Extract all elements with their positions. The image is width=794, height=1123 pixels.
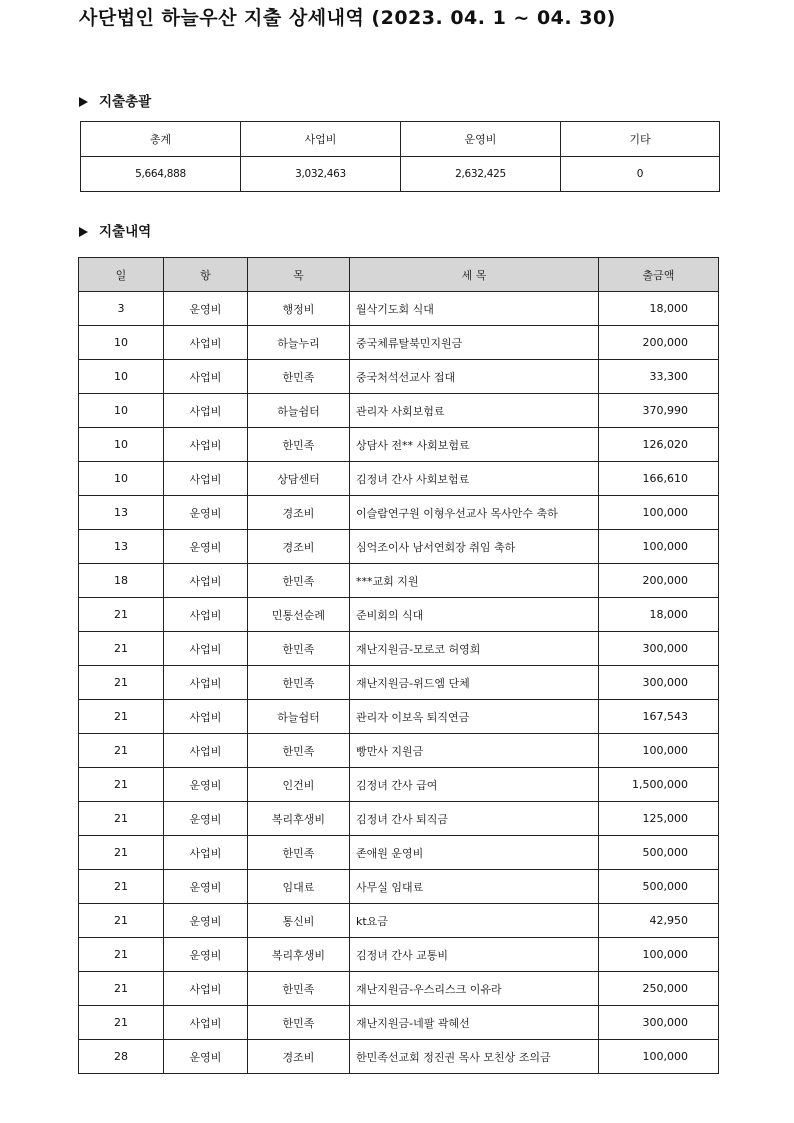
table-row (79, 1040, 719, 1074)
row-item: 통신비 (248, 904, 350, 938)
row-day: 10 (79, 326, 164, 360)
row-subitem: 존애원 운영비 (350, 836, 599, 870)
row-subitem: 김정녀 간사 급여 (350, 768, 599, 802)
table-row (79, 598, 719, 632)
table-row (79, 496, 719, 530)
detail-header-subitem: 세 목 (350, 258, 599, 292)
table-row (79, 530, 719, 564)
row-subitem: 김정녀 간사 퇴직금 (350, 802, 599, 836)
table-row (79, 326, 719, 360)
table-row (79, 802, 719, 836)
row-category: 사업비 (164, 836, 248, 870)
row-day: 21 (79, 1006, 164, 1040)
summary-value-total: 5,664,888 (81, 157, 241, 192)
row-category: 사업비 (164, 360, 248, 394)
row-day: 21 (79, 632, 164, 666)
row-day: 10 (79, 428, 164, 462)
table-row (79, 564, 719, 598)
row-amount: 200,000 (599, 564, 719, 598)
table-row (79, 428, 719, 462)
row-day: 21 (79, 802, 164, 836)
row-item: 한민족 (248, 428, 350, 462)
detail-table (78, 257, 719, 1074)
row-item: 한민족 (248, 360, 350, 394)
row-category: 운영비 (164, 904, 248, 938)
summary-section-heading (79, 90, 151, 110)
row-day: 21 (79, 734, 164, 768)
row-item: 한민족 (248, 734, 350, 768)
table-row (79, 870, 719, 904)
row-amount: 100,000 (599, 734, 719, 768)
detail-heading-label: 지출내역 (99, 224, 152, 240)
row-category: 사업비 (164, 326, 248, 360)
row-subitem: 중국처석선교사 접대 (350, 360, 599, 394)
table-row (79, 700, 719, 734)
row-item: 행정비 (248, 292, 350, 326)
table-row (79, 462, 719, 496)
table-row (79, 836, 719, 870)
row-amount: 300,000 (599, 632, 719, 666)
row-category: 사업비 (164, 666, 248, 700)
row-amount: 300,000 (599, 666, 719, 700)
row-amount: 167,543 (599, 700, 719, 734)
row-day: 21 (79, 666, 164, 700)
detail-header-row (79, 258, 719, 292)
row-category: 운영비 (164, 768, 248, 802)
detail-section-heading (79, 220, 151, 240)
row-day: 21 (79, 768, 164, 802)
triangle-bullet-icon (79, 97, 88, 107)
summary-value-row (81, 157, 720, 192)
row-amount: 18,000 (599, 598, 719, 632)
row-item: 복리후생비 (248, 802, 350, 836)
row-day: 10 (79, 394, 164, 428)
summary-header-operation: 운영비 (401, 122, 561, 157)
row-subitem: 김정녀 간사 사회보험료 (350, 462, 599, 496)
summary-header-other: 기타 (561, 122, 720, 157)
table-row (79, 666, 719, 700)
row-amount: 18,000 (599, 292, 719, 326)
table-row (79, 394, 719, 428)
row-subitem: 재난지원금-모로코 허영희 (350, 632, 599, 666)
row-subitem: 빵만사 지원금 (350, 734, 599, 768)
row-day: 18 (79, 564, 164, 598)
detail-header-amount: 출금액 (599, 258, 719, 292)
row-category: 사업비 (164, 1006, 248, 1040)
row-amount: 33,300 (599, 360, 719, 394)
table-row (79, 292, 719, 326)
row-day: 10 (79, 360, 164, 394)
row-amount: 370,990 (599, 394, 719, 428)
table-row (79, 632, 719, 666)
row-item: 경조비 (248, 496, 350, 530)
summary-header-row (81, 122, 720, 157)
row-subitem: 관리자 이보옥 퇴직연금 (350, 700, 599, 734)
row-subitem: kt요금 (350, 904, 599, 938)
row-subitem: 재난지원금-네팔 곽혜선 (350, 1006, 599, 1040)
row-subitem: 이슬람연구원 이형우선교사 목사안수 축하 (350, 496, 599, 530)
row-category: 사업비 (164, 700, 248, 734)
row-item: 한민족 (248, 1006, 350, 1040)
row-amount: 100,000 (599, 938, 719, 972)
row-day: 28 (79, 1040, 164, 1074)
row-subitem: 심억조이사 남서연회장 취임 축하 (350, 530, 599, 564)
row-item: 한민족 (248, 564, 350, 598)
row-item: 임대료 (248, 870, 350, 904)
summary-header-business: 사업비 (241, 122, 401, 157)
row-item: 한민족 (248, 972, 350, 1006)
page-title: 사단법인 하늘우산 지출 상세내역 (2023. 04. 1 ~ 04. 30) (79, 7, 616, 29)
row-subitem: 재난지원금-위드엠 단체 (350, 666, 599, 700)
row-category: 사업비 (164, 598, 248, 632)
detail-header-item: 목 (248, 258, 350, 292)
summary-heading-label: 지출총괄 (99, 94, 152, 110)
row-item: 경조비 (248, 530, 350, 564)
table-row (79, 734, 719, 768)
row-amount: 250,000 (599, 972, 719, 1006)
table-row (79, 938, 719, 972)
table-row (79, 768, 719, 802)
row-day: 10 (79, 462, 164, 496)
row-item: 복리후생비 (248, 938, 350, 972)
row-item: 상담센터 (248, 462, 350, 496)
row-category: 운영비 (164, 292, 248, 326)
row-item: 하늘누리 (248, 326, 350, 360)
row-amount: 125,000 (599, 802, 719, 836)
row-item: 하늘쉼터 (248, 700, 350, 734)
row-day: 13 (79, 530, 164, 564)
row-amount: 500,000 (599, 870, 719, 904)
row-subitem: 준비회의 식대 (350, 598, 599, 632)
summary-value-business: 3,032,463 (241, 157, 401, 192)
table-row (79, 972, 719, 1006)
row-amount: 200,000 (599, 326, 719, 360)
row-category: 운영비 (164, 870, 248, 904)
row-item: 한민족 (248, 666, 350, 700)
row-amount: 166,610 (599, 462, 719, 496)
table-row (79, 904, 719, 938)
row-category: 운영비 (164, 530, 248, 564)
row-amount: 126,020 (599, 428, 719, 462)
row-subitem: 한민족선교회 정진권 목사 모친상 조의금 (350, 1040, 599, 1074)
row-day: 21 (79, 938, 164, 972)
row-amount: 1,500,000 (599, 768, 719, 802)
row-amount: 100,000 (599, 1040, 719, 1074)
row-item: 하늘쉼터 (248, 394, 350, 428)
row-amount: 500,000 (599, 836, 719, 870)
row-subitem: 재난지원금-우스리스크 이유라 (350, 972, 599, 1006)
row-category: 사업비 (164, 428, 248, 462)
row-amount: 100,000 (599, 530, 719, 564)
row-day: 21 (79, 836, 164, 870)
row-item: 한민족 (248, 836, 350, 870)
row-subitem: 월삭기도회 식대 (350, 292, 599, 326)
row-subitem: 상담사 전** 사회보험료 (350, 428, 599, 462)
summary-header-total: 총계 (81, 122, 241, 157)
row-amount: 300,000 (599, 1006, 719, 1040)
table-row (79, 1006, 719, 1040)
row-category: 사업비 (164, 462, 248, 496)
row-category: 사업비 (164, 564, 248, 598)
row-day: 21 (79, 870, 164, 904)
detail-header-category: 항 (164, 258, 248, 292)
row-category: 운영비 (164, 1040, 248, 1074)
summary-value-other: 0 (561, 157, 720, 192)
row-item: 인건비 (248, 768, 350, 802)
row-item: 민통선순례 (248, 598, 350, 632)
row-day: 3 (79, 292, 164, 326)
row-amount: 100,000 (599, 496, 719, 530)
row-category: 운영비 (164, 496, 248, 530)
row-subitem: 중국체류탈북민지원금 (350, 326, 599, 360)
row-day: 21 (79, 972, 164, 1006)
row-category: 사업비 (164, 972, 248, 1006)
row-amount: 42,950 (599, 904, 719, 938)
row-category: 사업비 (164, 734, 248, 768)
row-day: 21 (79, 598, 164, 632)
detail-header-day: 일 (79, 258, 164, 292)
row-item: 경조비 (248, 1040, 350, 1074)
row-item: 한민족 (248, 632, 350, 666)
row-category: 운영비 (164, 938, 248, 972)
row-category: 사업비 (164, 632, 248, 666)
row-subitem: ***교회 지원 (350, 564, 599, 598)
row-day: 13 (79, 496, 164, 530)
summary-value-operation: 2,632,425 (401, 157, 561, 192)
row-category: 사업비 (164, 394, 248, 428)
row-day: 21 (79, 904, 164, 938)
table-row (79, 360, 719, 394)
row-subitem: 사무실 임대료 (350, 870, 599, 904)
triangle-bullet-icon (79, 227, 88, 237)
row-day: 21 (79, 700, 164, 734)
row-category: 운영비 (164, 802, 248, 836)
row-subitem: 김정녀 간사 교통비 (350, 938, 599, 972)
row-subitem: 관리자 사회보험료 (350, 394, 599, 428)
summary-table (80, 121, 720, 192)
